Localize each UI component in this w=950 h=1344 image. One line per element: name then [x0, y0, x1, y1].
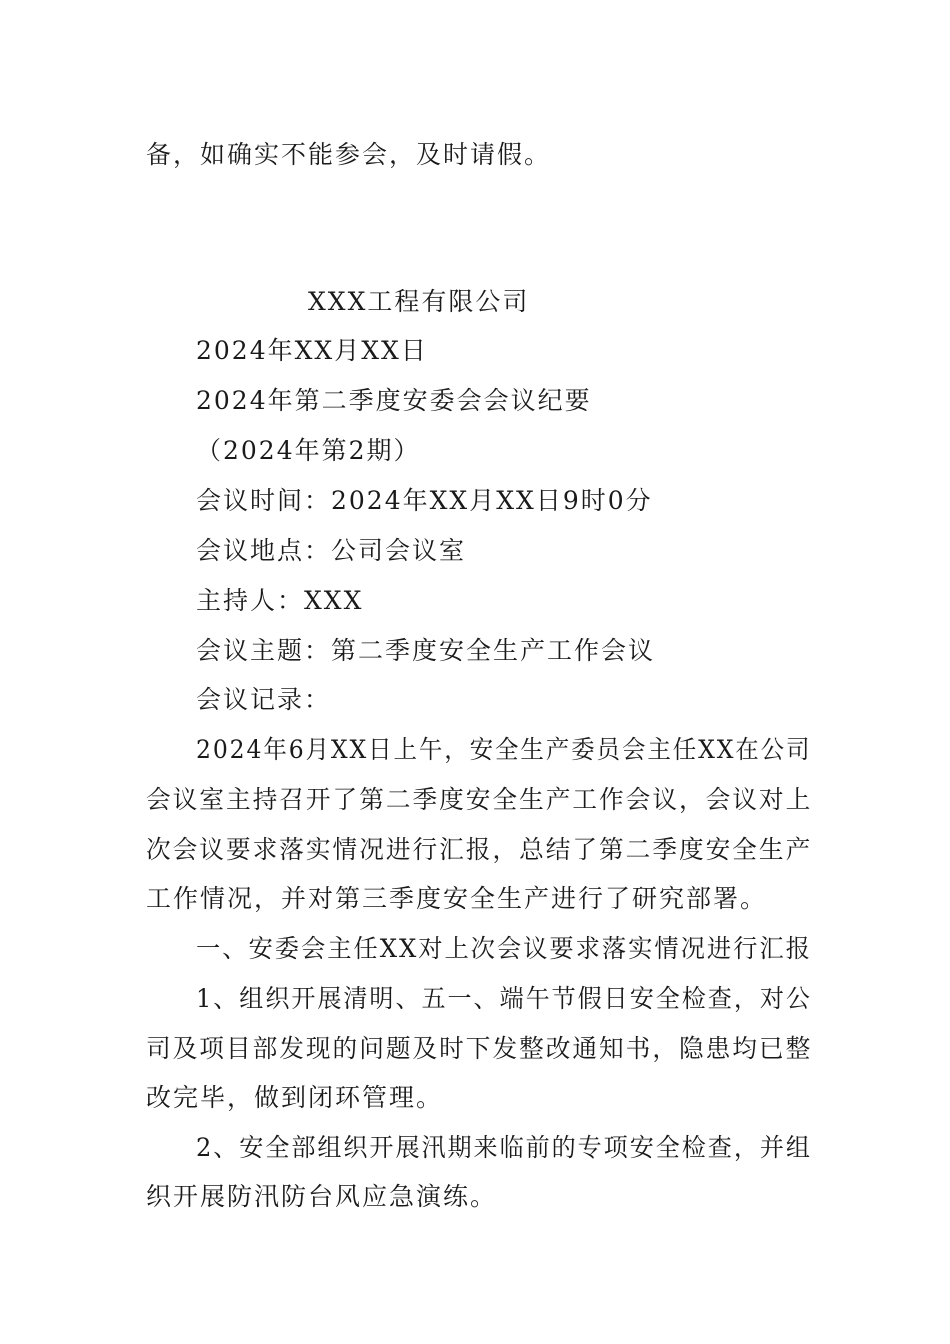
item2-line-1: 2、安全部组织开展汛期来临前的专项安全检查，并组 [196, 1133, 812, 1162]
item2-line-2: 织开展防汛防台风应急演练。 [146, 1182, 498, 1211]
document-title: 2024年第二季度安委会会议纪要 [196, 386, 592, 415]
record-label: 会议记录： [196, 685, 332, 714]
document-date: 2024年XX月XX日 [196, 336, 428, 365]
item1-line-3: 改完毕，做到闭环管理。 [146, 1083, 444, 1112]
intro-line-1: 2024年6月XX日上午，安全生产委员会主任XX在公司 [196, 735, 812, 764]
item1-line-2: 司及项目部发现的问题及时下发整改通知书，隐患均已整 [146, 1034, 813, 1063]
section-heading: 一、安委会主任XX对上次会议要求落实情况进行汇报 [196, 934, 812, 963]
item1-line-1: 1、组织开展清明、五一、端午节假日安全检查，对公 [196, 984, 812, 1013]
issue-number: （2024年第2期） [196, 436, 421, 465]
intro-line-2: 会议室主持召开了第二季度安全生产工作会议，会议对上 [146, 785, 813, 814]
meeting-topic: 会议主题：第二季度安全生产工作会议 [196, 636, 656, 665]
meeting-host: 主持人：XXX [196, 586, 364, 615]
intro-line-3: 次会议要求落实情况进行汇报，总结了第二季度安全生产 [146, 835, 813, 864]
intro-line-4: 工作情况，并对第三季度安全生产进行了研究部署。 [146, 884, 768, 913]
meeting-place: 会议地点：公司会议室 [196, 536, 467, 565]
closing-line: 备，如确实不能参会，及时请假。 [146, 140, 552, 169]
meeting-time: 会议时间：2024年XX月XX日9时0分 [196, 486, 653, 515]
company-name: XXX工程有限公司 [308, 287, 530, 316]
